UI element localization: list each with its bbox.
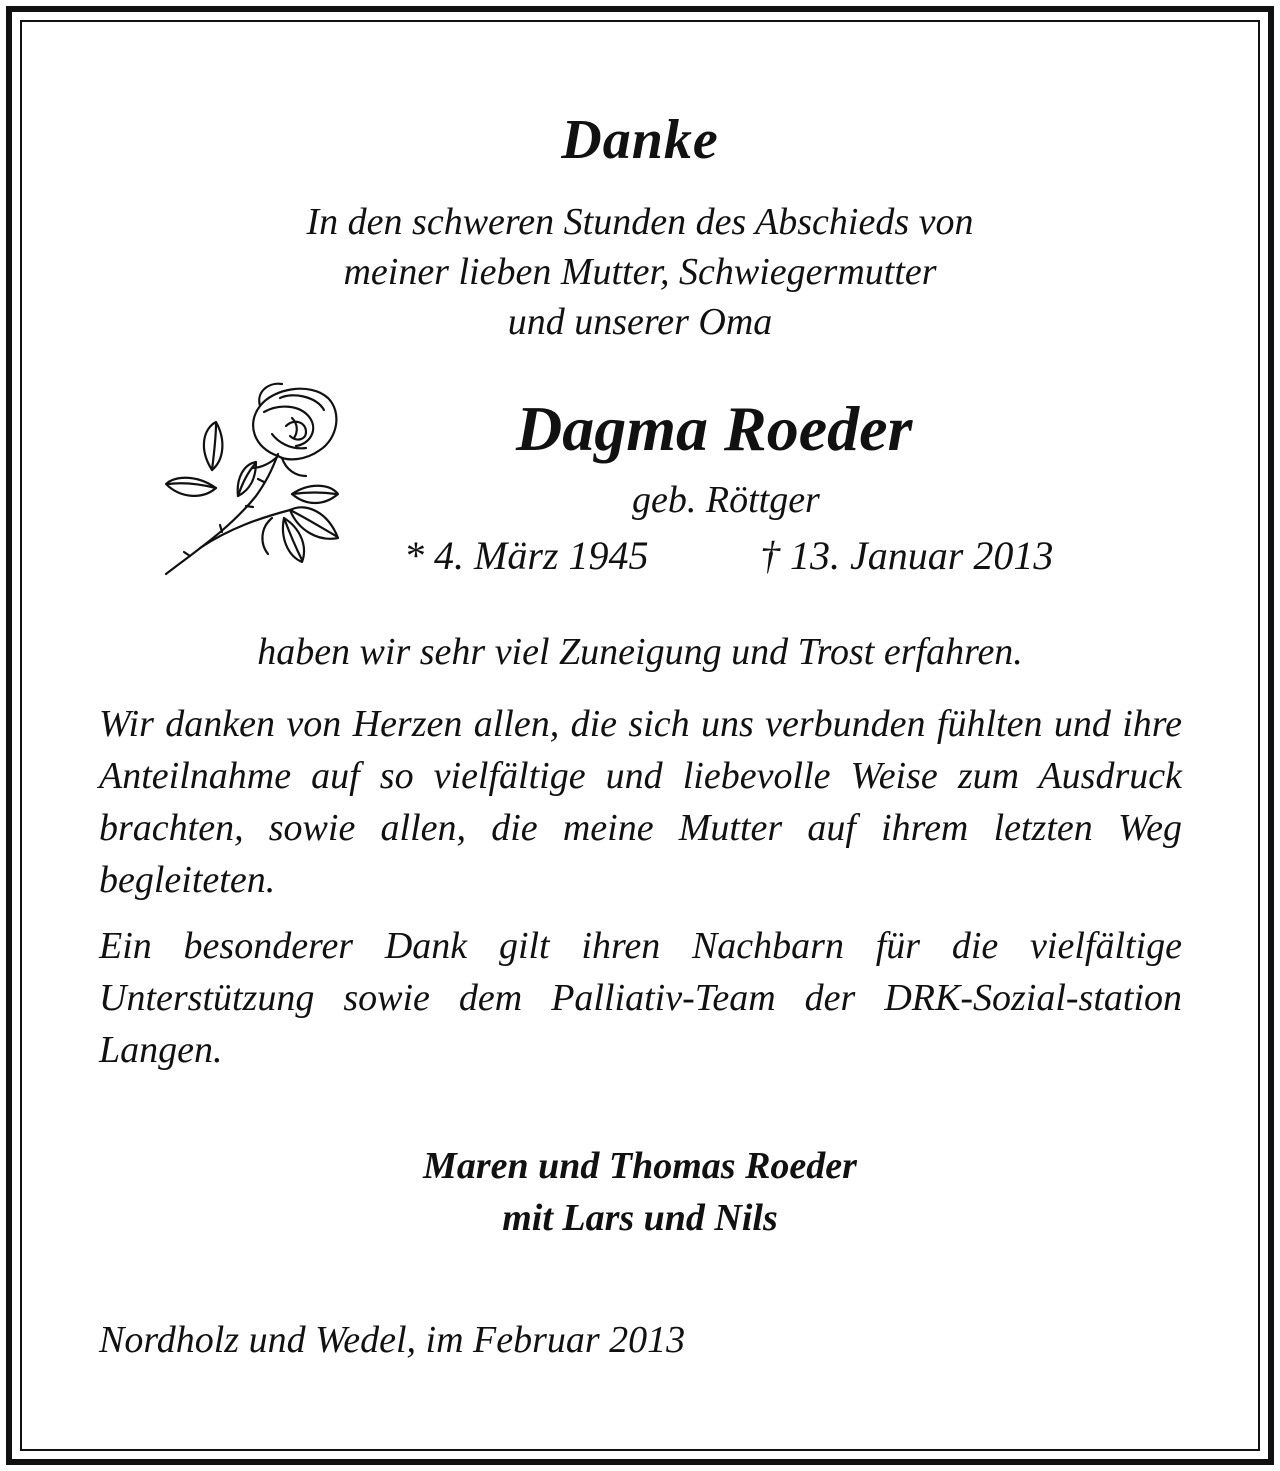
rose-icon (160, 378, 350, 578)
intro-line-1: In den schweren Stunden des Abschieds von (306, 201, 974, 243)
signature-line-2: mit Lars und Nils (502, 1197, 778, 1239)
lead-line: haben wir sehr viel Zuneigung und Trost erfahren. (257, 631, 1023, 673)
signature-line-1: Maren und Thomas Roeder (423, 1145, 857, 1187)
death-date: † 13. Januar 2013 (760, 533, 1054, 578)
special-thanks-paragraph: Ein besonderer Dank gilt ihren Nachbarn für die vielfältige Unterstützung sowie dem Palliativ-Team der DRK-Sozial-station Langen. (99, 925, 1182, 1071)
intro-line-2: meiner lieben Mutter, Schwiegermutter (343, 251, 937, 293)
place-date: Nordholz und Wedel, im Februar 2013 (99, 1319, 686, 1361)
thanks-paragraph: Wir danken von Herzen allen, die sich uns verbunden fühlten und ihre Anteilnahme auf so vielfältige und liebevolle Weise zum Ausdruck brachten, sowie allen, die meine Mutter auf ihrem letzten Weg begleiteten. (99, 703, 1182, 901)
deceased-name: Dagma Roeder (516, 393, 913, 464)
birth-date: * 4. März 1945 (404, 533, 649, 578)
notice-title: Danke (561, 109, 719, 171)
intro-line-3: und unserer Oma (507, 301, 773, 343)
maiden-name: geb. Röttger (632, 479, 820, 521)
